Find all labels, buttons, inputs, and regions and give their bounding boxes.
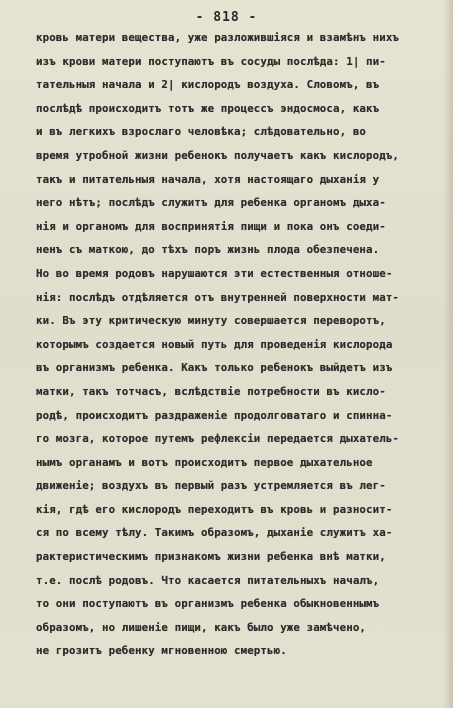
text-line: го мозга, которое путемъ рефлексіи передается дыхатель- <box>36 432 400 446</box>
text-line: движеніе; воздухъ въ первый разъ устремляется въ лег- <box>36 479 386 493</box>
text-line: тательныя начала и 2| кислородъ воздуха. Словомъ, въ <box>36 78 380 92</box>
text-line: то они поступаютъ въ организмъ ребенка обыкновеннымъ <box>36 597 380 611</box>
text-line: Но во время родовъ нарушаются эти естественныя отноше- <box>36 266 393 280</box>
text-line: рактеристическимъ признакомъ жизни ребенка внѣ матки, <box>36 550 386 564</box>
text-line: изъ крови матери поступаютъ въ сосуды послѣда: 1| пи- <box>36 54 386 68</box>
text-line: образомъ, но лишеніе пищи, какъ было уже замѣчено, <box>36 620 367 634</box>
body-text <box>36 26 441 663</box>
text-line: время утробной жизни ребенокъ получаетъ какъ кислородъ, <box>36 148 400 162</box>
text-line: кровь матери вещества, уже разложившіяся и взамѣнъ нихъ <box>36 31 400 44</box>
text-line: которымъ создается новый путь для проведенія кислорода <box>36 337 393 351</box>
text-line: ся по всему тѣлу. Такимъ образомъ, дыханіе служитъ ха- <box>36 526 393 540</box>
text-line: въ организмъ ребенка. Какъ только ребенокъ выйдетъ изъ <box>36 361 393 375</box>
text-line: родѣ, происходитъ раздраженіе продолговатаго и спинна- <box>36 408 393 422</box>
text-line: матки, такъ тотчасъ, вслѣдствіе потребности въ кисло- <box>36 384 386 398</box>
text-line: и въ легкихъ взрослаго человѣка; слѣдовательно, во <box>36 125 367 139</box>
text-line: послѣдѣ происходитъ тотъ же процессъ эндосмоса, какъ <box>36 101 380 115</box>
text-line: него нѣтъ; послѣдъ служитъ для ребенка органомъ дыха- <box>36 196 386 210</box>
text-line: не грозитъ ребенку мгновенною смертью. <box>36 644 287 658</box>
text-line: ненъ съ маткою, до тѣхъ поръ жизнь плода обезпечена. <box>36 243 380 257</box>
text-line: кія, гдѣ его кислородъ переходитъ въ кровь и разносит- <box>36 502 393 516</box>
text-line: нія: послѣдъ отдѣляется отъ внутренней поверхности мат- <box>36 290 400 304</box>
page-number: - 818 - <box>195 10 258 25</box>
text-line: нымъ органамъ и вотъ происходитъ первое дыхательное <box>36 455 373 469</box>
text-line: нія и органомъ для воспринятія пищи и пока онъ соеди- <box>36 219 386 233</box>
page-edge-shadow <box>443 0 453 708</box>
text-line: такъ и питательныя начала, хотя настоящаго дыханія у <box>36 172 380 186</box>
text-line: т.е. послѣ родовъ. Что касается питательныхъ началъ, <box>36 573 380 587</box>
text-line: ки. Въ эту критическую минуту совершается переворотъ, <box>36 314 386 328</box>
